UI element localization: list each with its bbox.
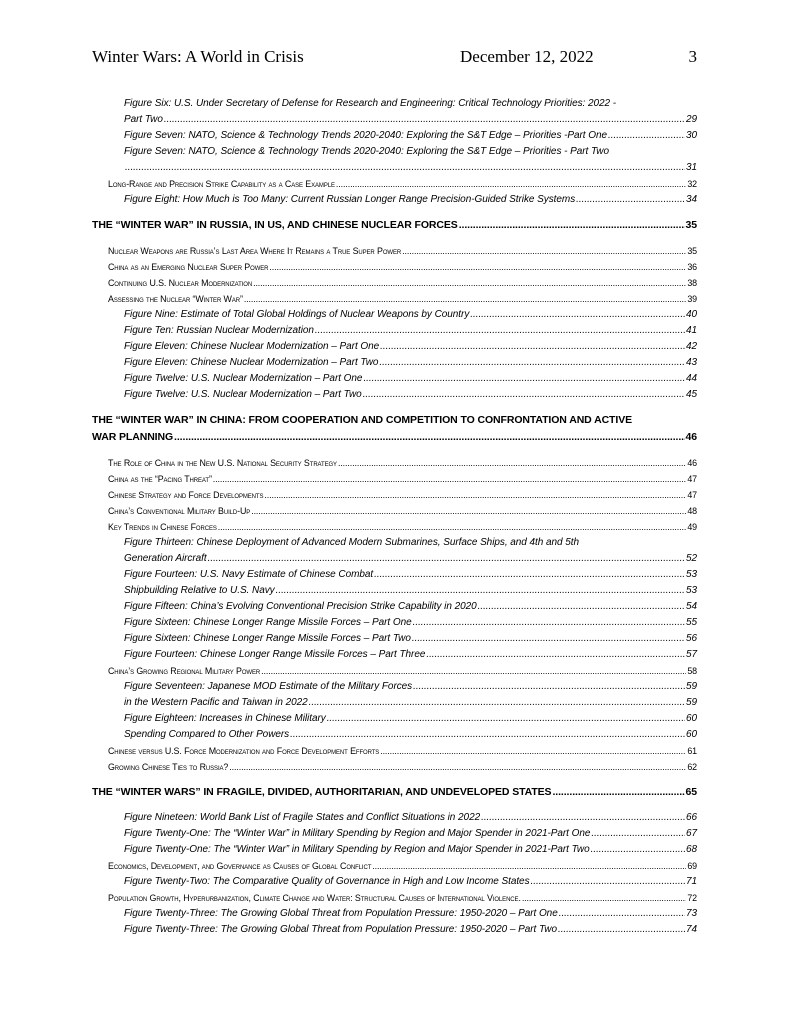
toc-entry-sec[interactable] [92,176,697,192]
toc-entry-fig[interactable] [92,826,697,842]
toc-page-number: 35 [687,246,697,256]
dot-leader [374,567,685,583]
toc-page-number: 68 [685,844,697,855]
dot-leader [218,519,687,535]
dot-leader [244,291,687,307]
toc-entry-title: Shipbuilding Relative to U.S. Navy [124,585,275,596]
toc-entry-fig[interactable] [92,144,697,176]
dot-leader [576,192,685,208]
toc-entry-line [108,291,697,307]
toc-entry-title: Chinese versus U.S. Force Modernization and Force Development Efforts [108,746,380,756]
dot-leader [413,615,685,631]
toc-entry-sec[interactable] [92,743,697,759]
toc-entry-fig[interactable] [92,679,697,695]
toc-entry-line [108,455,697,471]
toc-entry-fig[interactable] [92,599,697,615]
dot-leader [380,743,686,759]
toc-entry-line [108,858,697,874]
toc-entry-title: Figure Nineteen: World Bank List of Fragile States and Conflict Situations in 2022 [124,812,481,823]
toc-entry-fig[interactable] [92,922,697,938]
toc-entry-title: Assessing the Nuclear “Winter War” [108,294,243,304]
dot-leader [380,339,685,355]
toc-page-number: 47 [687,490,697,500]
toc-page-number: 60 [685,713,697,724]
dot-leader [459,217,685,234]
dot-leader [363,371,685,387]
toc-entry-title: Figure Eleven: Chinese Nuclear Modernization – Part One [124,341,380,352]
toc-entry-line [124,826,697,842]
dot-leader [412,631,685,647]
toc-entry-title-continued: Generation Aircraft [124,553,207,564]
toc-entry-line [92,784,697,801]
toc-page-number: 45 [685,389,697,400]
dot-leader [251,503,686,519]
dot-leader [552,784,684,801]
toc-entry-line [124,615,697,631]
toc-entry-sec[interactable] [92,259,697,275]
toc-page-number: 72 [687,893,697,903]
dot-leader [208,551,685,567]
toc-entry-line [124,711,697,727]
dot-leader [481,810,685,826]
toc-entry-fig[interactable] [92,631,697,647]
toc-entry-line [124,599,697,615]
toc-entry-title: Figure Thirteen: Chinese Deployment of Advanced Modern Submarines, Surface Ships, and 4th and 5th [124,537,580,548]
dot-leader [478,599,685,615]
toc-entry-line [124,922,697,938]
toc-entry-sec[interactable] [92,890,697,906]
toc-entry-line [108,890,697,906]
toc-entry-sec[interactable] [92,471,697,487]
toc-page-number: 60 [685,729,697,740]
dot-leader [531,874,685,890]
toc-entry-line [108,743,697,759]
toc-entry-line [124,339,697,355]
dot-leader [470,307,685,323]
toc-entry-title: Figure Sixteen: Chinese Longer Range Missile Forces – Part One [124,617,412,628]
toc-entry-fig[interactable] [92,387,697,403]
dot-leader [591,826,685,842]
toc-entry-title: China as an Emerging Nuclear Super Power [108,262,269,272]
dot-leader [402,243,686,259]
toc-entry-line [124,128,697,144]
toc-entry-chap[interactable] [92,412,697,446]
dot-leader [363,387,685,403]
dot-leader [276,583,685,599]
toc-entry-title: Figure Twenty-Two: The Comparative Quality of Governance in High and Low Income States [124,876,530,887]
toc-entry-line [108,471,697,487]
toc-entry-sec[interactable] [92,243,697,259]
toc-entry-line [124,679,697,695]
toc-entry-title: THE “WINTER WAR” IN RUSSIA, IN US, AND CHINESE NUCLEAR FORCES [92,219,458,231]
toc-entry-line [108,519,697,535]
toc-entry-title: Nuclear Weapons are Russia’s Last Area Where It Remains a True Super Power [108,246,402,256]
toc-page-number: 71 [685,876,697,887]
toc-entry-sec[interactable] [92,291,697,307]
dot-leader [253,275,686,291]
toc-page-number: 46 [685,431,697,443]
dot-leader [336,176,686,192]
dot-leader [269,259,686,275]
toc-entry-line [124,842,697,858]
toc-entry-fig[interactable] [92,567,697,583]
dot-leader [591,842,685,858]
dot-leader [290,727,685,743]
toc-entry-chap[interactable] [92,784,697,801]
toc-entry-line [124,567,697,583]
toc-entry-title: Figure Fourteen: U.S. Navy Estimate of Chinese Combat [124,569,374,580]
toc-entry-title: in the Western Pacific and Taiwan in 2022 [124,697,308,708]
toc-entry-line [124,810,697,826]
toc-entry-sec[interactable] [92,519,697,535]
toc-entry-fig[interactable] [92,615,697,631]
toc-entry-title: The Role of China in the New U.S. National Security Strategy [108,458,337,468]
toc-entry-sec[interactable] [92,759,697,775]
toc-entry-fig[interactable] [92,339,697,355]
dot-leader [559,906,685,922]
toc-page-number: 59 [685,681,697,692]
dot-leader [372,858,686,874]
toc-entry-line [124,631,697,647]
toc-entry-title: Figure Six: U.S. Under Secretary of Defense for Research and Engineering: Critical Technology Priorities: 2022 - [124,98,617,109]
toc-entry-fig[interactable] [92,695,697,711]
toc-page-number: 54 [685,601,697,612]
toc-entry-line [124,307,697,323]
toc-page-number: 38 [687,278,697,288]
dot-leader [413,679,685,695]
toc-entry-fig[interactable] [92,371,697,387]
toc-entry-title: China’s Conventional Military Build-Up [108,506,251,516]
toc-entry-title-continued: WAR PLANNING [92,431,174,443]
toc-page-number: 53 [685,569,697,580]
toc-page-number: 39 [687,294,697,304]
toc-entry-title: Figure Fifteen: China’s Evolving Conventional Precision Strike Capability in 2020 [124,601,477,612]
toc-entry-line [108,176,697,192]
toc-entry-fig[interactable] [92,647,697,663]
toc-entry-title: Figure Eight: How Much is Too Many: Current Russian Longer Range Precision-Guided Strike Systems [124,194,576,205]
toc-entry-title: Figure Fourteen: Chinese Longer Range Missile Forces – Part Three [124,649,426,660]
toc-entry-line [108,503,697,519]
toc-entry-fig[interactable] [92,583,697,599]
toc-entry-fig[interactable] [92,128,697,144]
toc-entry-title: Figure Seven: NATO, Science & Technology Trends 2020-2040: Exploring the S&T Edge – Priorities -Part One [124,130,608,141]
toc-entry-line [124,551,697,567]
toc-entry-title: Figure Seventeen: Japanese MOD Estimate of the Military Forces [124,681,413,692]
toc-page-number: 67 [685,828,697,839]
toc-page-number: 31 [685,162,697,173]
toc-page-number: 42 [685,341,697,352]
toc-page-number: 57 [685,649,697,660]
toc-entry-line [108,275,697,291]
toc-entry-title: Continuing U.S. Nuclear Modernization [108,278,253,288]
document-date: December 12, 2022 [460,47,594,66]
dot-leader [338,455,686,471]
toc-page-number: 29 [685,114,697,125]
toc-entry-fig[interactable] [92,96,697,128]
dot-leader [315,323,685,339]
dot-leader [164,112,685,128]
toc-entry-line [108,759,697,775]
toc-entry-sec[interactable] [92,503,697,519]
toc-entry-line [124,647,697,663]
toc-page-number: 55 [685,617,697,628]
toc-entry-line [124,112,697,128]
toc-page-number: 62 [687,762,697,772]
toc-entry-title: Figure Eleven: Chinese Nuclear Modernization – Part Two [124,357,379,368]
toc-entry-fig[interactable] [92,192,697,208]
toc-page-number: 66 [685,812,697,823]
toc-page-number: 34 [685,194,697,205]
toc-page-number: 53 [685,585,697,596]
dot-leader [327,711,685,727]
toc-entry-title: Figure Twelve: U.S. Nuclear Modernization – Part One [124,373,363,384]
dot-leader [426,647,685,663]
toc-entry-fig[interactable] [92,307,697,323]
toc-page-number: 65 [685,786,697,798]
toc-entry-title: THE “WINTER WARS” IN FRAGILE, DIVIDED, AUTHORITARIAN, AND UNDEVELOPED STATES [92,786,552,798]
toc-entry-fig[interactable] [92,727,697,743]
toc-entry-line [124,906,697,922]
toc-entry-fig[interactable] [92,842,697,858]
toc-entry-title-continued: Part Two [124,114,163,125]
toc-page-number: 46 [687,458,697,468]
toc-entry-line [124,727,697,743]
toc-entry-sec[interactable] [92,275,697,291]
toc-entry-title: Chinese Strategy and Force Developments [108,490,264,500]
toc-entry-title: Figure Ten: Russian Nuclear Modernization [124,325,314,336]
dot-leader [522,890,687,906]
toc-entry-line [124,583,697,599]
toc-entry-title: Figure Nine: Estimate of Total Global Holdings of Nuclear Weapons by Country [124,309,470,320]
toc-entry-line [92,429,697,446]
page-header [92,47,697,69]
toc-entry-fig[interactable] [92,323,697,339]
toc-entry-line [124,874,697,890]
toc-entry-title: Figure Seven: NATO, Science & Technology Trends 2020-2040: Exploring the S&T Edge – Priorities - Part Two [124,146,609,157]
dot-leader [261,663,686,679]
toc-page-number: 30 [685,130,697,141]
toc-page-number: 35 [685,219,697,231]
toc-entry-title: Key Trends in Chinese Forces [108,522,217,532]
toc-page-number: 48 [687,506,697,516]
toc-entry-line [92,217,697,234]
toc-entry-title: Figure Eighteen: Increases in Chinese Military [124,713,326,724]
toc-entry-title: Population Growth, Hyperurbanization, Climate Change and Water: Structural Causes of International Violence. [108,893,521,903]
toc-page-number: 74 [685,924,697,935]
toc-entry-line [124,323,697,339]
toc-entry-fig[interactable] [92,711,697,727]
dot-leader [229,759,686,775]
toc-entry-fig[interactable] [92,874,697,890]
toc-entry-fig[interactable] [92,906,697,922]
toc-entry-line [124,192,697,208]
toc-page-number: 40 [685,309,697,320]
toc-entry-line [108,243,697,259]
toc-entry-line [124,371,697,387]
toc-page-number: 32 [687,179,697,189]
toc-page-number: 44 [685,373,697,384]
toc-entry-fig[interactable] [92,355,697,371]
toc-entry-sec[interactable] [92,487,697,503]
toc-entry-title: Figure Twelve: U.S. Nuclear Modernization – Part Two [124,389,362,400]
toc-entry-line [108,487,697,503]
dot-leader [379,355,685,371]
toc-entry-title: China’s Growing Regional Military Power [108,666,261,676]
toc-entry-title: Figure Twenty-One: The “Winter War” in Military Spending by Region and Major Spender in 2021-Part Two [124,844,590,855]
toc-page-number: 49 [687,522,697,532]
toc-entry-line [124,160,697,176]
page-number: 3 [688,47,697,66]
toc-entry-title: Spending Compared to Other Powers [124,729,290,740]
toc-entry-line [124,355,697,371]
dot-leader [608,128,685,144]
toc-entry-title: Figure Twenty-Three: The Growing Global Threat from Population Pressure: 1950-2020 – Part Two [124,924,557,935]
toc-entry-sec[interactable] [92,858,697,874]
toc-page-number: 61 [687,746,697,756]
toc-entry-line [124,387,697,403]
toc-page-number: 41 [685,325,697,336]
document-title: Winter Wars: A World in Crisis [92,47,304,66]
toc-entry-line [108,663,697,679]
toc-page-number: 56 [685,633,697,644]
toc-entry-title: Growing Chinese Ties to Russia? [108,762,229,772]
toc-page-number: 73 [685,908,697,919]
dot-leader [309,695,685,711]
toc-entry-title: Figure Twenty-One: The “Winter War” in Military Spending by Region and Major Spender in 2021-Part One [124,828,591,839]
dot-leader [174,429,684,446]
toc-entry-sec[interactable] [92,455,697,471]
toc-page-number: 52 [685,553,697,564]
toc-entry-sec[interactable] [92,663,697,679]
table-of-contents [92,96,697,938]
dot-leader [264,487,686,503]
toc-entry-fig[interactable] [92,810,697,826]
toc-page-number: 69 [687,861,697,871]
toc-entry-title: China as the “Pacing Threat” [108,474,212,484]
toc-entry-line [124,695,697,711]
toc-entry-fig[interactable] [92,535,697,567]
toc-entry-title: Long-Range and Precision Strike Capability as a Case Example [108,179,335,189]
toc-page-number: 58 [687,666,697,676]
toc-entry-chap[interactable] [92,217,697,234]
dot-leader [213,471,687,487]
toc-entry-title: Figure Twenty-Three: The Growing Global Threat from Population Pressure: 1950-2020 – Part One [124,908,558,919]
toc-entry-title: Figure Sixteen: Chinese Longer Range Missile Forces – Part Two [124,633,411,644]
toc-entry-title: THE “WINTER WAR” IN CHINA: FROM COOPERATION AND COMPETITION TO CONFRONTATION AND ACTIVE [92,414,632,426]
toc-page-number: 43 [685,357,697,368]
toc-page-number: 36 [687,262,697,272]
toc-entry-title: Economics, Development, and Governance as Causes of Global Conflict [108,861,372,871]
toc-page-number: 59 [685,697,697,708]
toc-entry-line [108,259,697,275]
toc-page-number: 47 [687,474,697,484]
dot-leader [558,922,685,938]
dot-leader [125,160,685,176]
